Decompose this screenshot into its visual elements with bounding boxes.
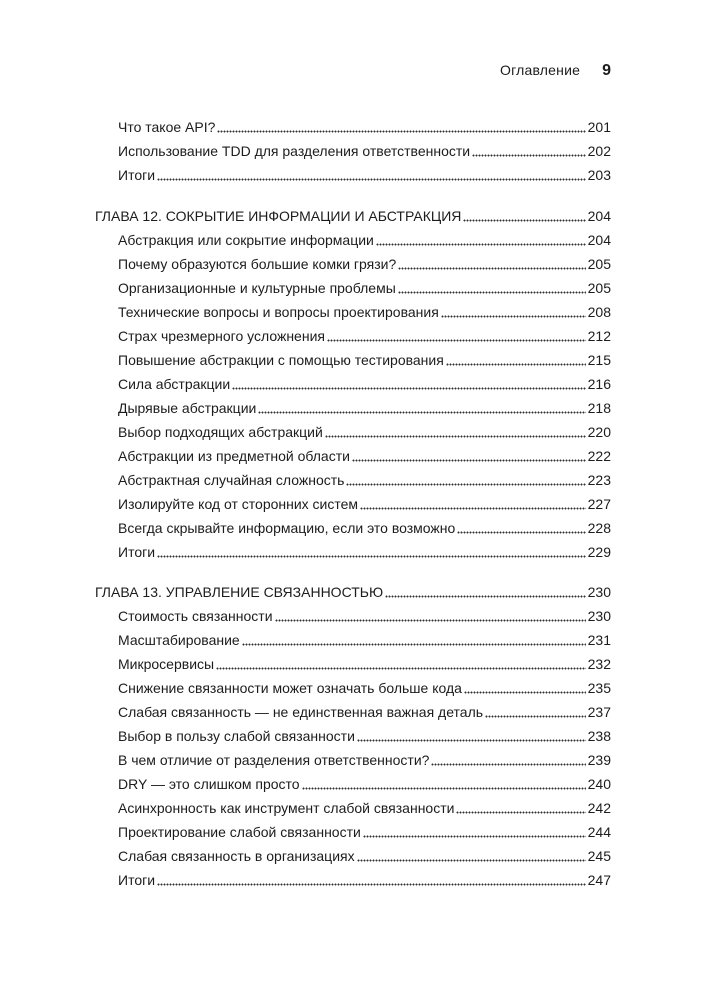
dot-leader <box>398 290 586 294</box>
dot-leader <box>258 410 585 414</box>
toc-entry-title: Страх чрезмерного усложнения <box>118 328 325 344</box>
toc-entry <box>118 654 611 674</box>
toc-entry <box>118 822 611 842</box>
dot-leader <box>472 153 586 157</box>
toc-entry-page: 208 <box>587 304 611 320</box>
toc-entry-page: 218 <box>587 400 611 416</box>
toc-entry-page: 242 <box>587 800 611 816</box>
dot-leader <box>431 762 585 766</box>
toc-entry-title: Изолируйте код от сторонних систем <box>118 496 359 512</box>
dot-leader <box>463 218 585 222</box>
toc-entry-title: В чем отличие от разделения ответственности? <box>118 752 430 768</box>
toc-entry-title: Сила абстракции <box>118 376 231 392</box>
dot-leader <box>275 618 586 622</box>
toc-entry <box>118 630 611 650</box>
dot-leader <box>357 858 586 862</box>
toc-entry <box>118 846 611 866</box>
toc-entry-title: Использование TDD для разделения ответственности <box>118 143 471 159</box>
toc-entry-page: 201 <box>587 119 611 135</box>
running-header <box>500 62 611 80</box>
dot-leader <box>446 362 586 366</box>
toc-entry-title: Итоги <box>118 167 156 183</box>
toc-entry <box>118 726 611 746</box>
toc-entry-page: 204 <box>587 208 611 224</box>
toc-entry-page: 222 <box>587 448 611 464</box>
dot-leader <box>242 642 586 646</box>
toc-entry-title: Асинхронность как инструмент слабой связанности <box>118 800 455 816</box>
toc-entry-title: Что такое API? <box>118 119 216 135</box>
toc-entry-title: Стоимость связанности <box>118 608 273 624</box>
dot-leader <box>217 129 585 133</box>
toc-entry-title: Повышение абстракции с помощью тестирования <box>118 352 444 368</box>
toc-entry <box>118 518 611 538</box>
toc-entry <box>118 398 611 418</box>
page-number: 9 <box>602 62 611 79</box>
toc-chapter-entry <box>95 206 611 226</box>
toc-entry-title: Слабая связанность в организациях <box>118 848 355 864</box>
toc-entry-title: Абстрактная случайная сложность <box>118 472 345 488</box>
toc-entry-page: 227 <box>587 496 611 512</box>
toc-entry <box>118 798 611 818</box>
dot-leader <box>485 714 586 718</box>
toc-entry-title: Итоги <box>118 544 156 560</box>
toc-entry <box>118 870 611 890</box>
toc-entry <box>118 326 611 346</box>
toc-entry-title: Абстракция или сокрытие информации <box>118 232 374 248</box>
toc-entry-page: 245 <box>587 848 611 864</box>
toc-entry <box>118 117 611 137</box>
toc-entry-title: Проектирование слабой связанности <box>118 824 361 840</box>
toc-entry-title: Всегда скрывайте информацию, если это возможно <box>118 520 456 536</box>
toc-entry <box>118 350 611 370</box>
toc-entry <box>118 230 611 250</box>
dot-leader <box>216 666 586 670</box>
toc-entry-page: 231 <box>587 632 611 648</box>
toc-entry <box>118 774 611 794</box>
dot-leader <box>456 810 585 814</box>
dot-leader <box>376 242 586 246</box>
toc-entry-title: Организационные и культурные проблемы <box>118 280 396 296</box>
dot-leader <box>232 386 585 390</box>
toc-entry <box>118 494 611 514</box>
toc-entry-page: 237 <box>587 704 611 720</box>
toc-entry-title: Абстракции из предметной области <box>118 448 350 464</box>
toc-entry-page: 239 <box>587 752 611 768</box>
dot-leader <box>363 834 586 838</box>
toc-entry-page: 203 <box>587 167 611 183</box>
toc-entry-page: 230 <box>587 608 611 624</box>
toc-entry <box>118 446 611 466</box>
toc-entry-title: Слабая связанность — не единственная важная деталь <box>118 704 484 720</box>
toc-entry <box>118 165 611 185</box>
dot-leader <box>302 786 586 790</box>
toc-entry-title: Масштабирование <box>118 632 240 648</box>
toc-entry-title: Дырявые абстракции <box>118 400 257 416</box>
toc-entry <box>118 678 611 698</box>
dot-leader <box>157 177 586 181</box>
toc-entry-title: DRY — это слишком просто <box>118 776 300 792</box>
toc-entry-page: 228 <box>587 520 611 536</box>
toc-entry-page: 205 <box>587 256 611 272</box>
dot-leader <box>385 594 586 598</box>
toc-entry <box>118 278 611 298</box>
toc-entry-page: 240 <box>587 776 611 792</box>
toc-entry-title: Технические вопросы и вопросы проектирования <box>118 304 439 320</box>
dot-leader <box>157 554 586 558</box>
toc-entry-page: 244 <box>587 824 611 840</box>
toc-entry-title: Почему образуются большие комки грязи? <box>118 256 397 272</box>
toc-entry <box>118 302 611 322</box>
toc-entry-page: 238 <box>587 728 611 744</box>
toc-entry-page: 247 <box>587 872 611 888</box>
toc-entry-page: 223 <box>587 472 611 488</box>
toc-entry-page: 212 <box>587 328 611 344</box>
dot-leader <box>346 482 585 486</box>
toc-entry-page: 220 <box>587 424 611 440</box>
toc-entry-title: Выбор в пользу слабой связанности <box>118 728 355 744</box>
toc-entry-title: Итоги <box>118 872 156 888</box>
dot-leader <box>360 506 586 510</box>
toc-entry-title: Выбор подходящих абстракций <box>118 424 323 440</box>
toc-entry <box>118 254 611 274</box>
toc-entry-title: ГЛАВА 13. УПРАВЛЕНИЕ СВЯЗАННОСТЬЮ <box>95 584 384 600</box>
toc-chapter-entry <box>95 582 611 602</box>
toc-entry-title: Снижение связанности может означать больше кода <box>118 680 462 696</box>
toc-entry <box>118 750 611 770</box>
toc-entry-page: 229 <box>587 544 611 560</box>
toc-entry-page: 202 <box>587 143 611 159</box>
toc-entry-page: 216 <box>587 376 611 392</box>
toc-entry-page: 204 <box>587 232 611 248</box>
toc-entry <box>118 470 611 490</box>
toc-entry <box>118 702 611 722</box>
toc-entry <box>118 374 611 394</box>
dot-leader <box>464 690 586 694</box>
toc-entry <box>118 141 611 161</box>
toc-entry-page: 215 <box>587 352 611 368</box>
dot-leader <box>325 434 586 438</box>
dot-leader <box>157 882 586 886</box>
toc-entry <box>118 606 611 626</box>
dot-leader <box>398 266 585 270</box>
dot-leader <box>327 338 586 342</box>
running-header-title: Оглавление <box>500 62 581 78</box>
dot-leader <box>357 738 586 742</box>
toc-entry-page: 232 <box>587 656 611 672</box>
dot-leader <box>352 458 586 462</box>
toc-entry-page: 235 <box>587 680 611 696</box>
toc-entry-page: 205 <box>587 280 611 296</box>
toc-entry-page: 230 <box>587 584 611 600</box>
toc-entry <box>118 422 611 442</box>
dot-leader <box>441 314 586 318</box>
toc-entry <box>118 542 611 562</box>
toc-entry-title: Микросервисы <box>118 656 215 672</box>
toc-entry-title: ГЛАВА 12. СОКРЫТИЕ ИНФОРМАЦИИ И АБСТРАКЦИЯ <box>95 208 462 224</box>
dot-leader <box>457 530 585 534</box>
